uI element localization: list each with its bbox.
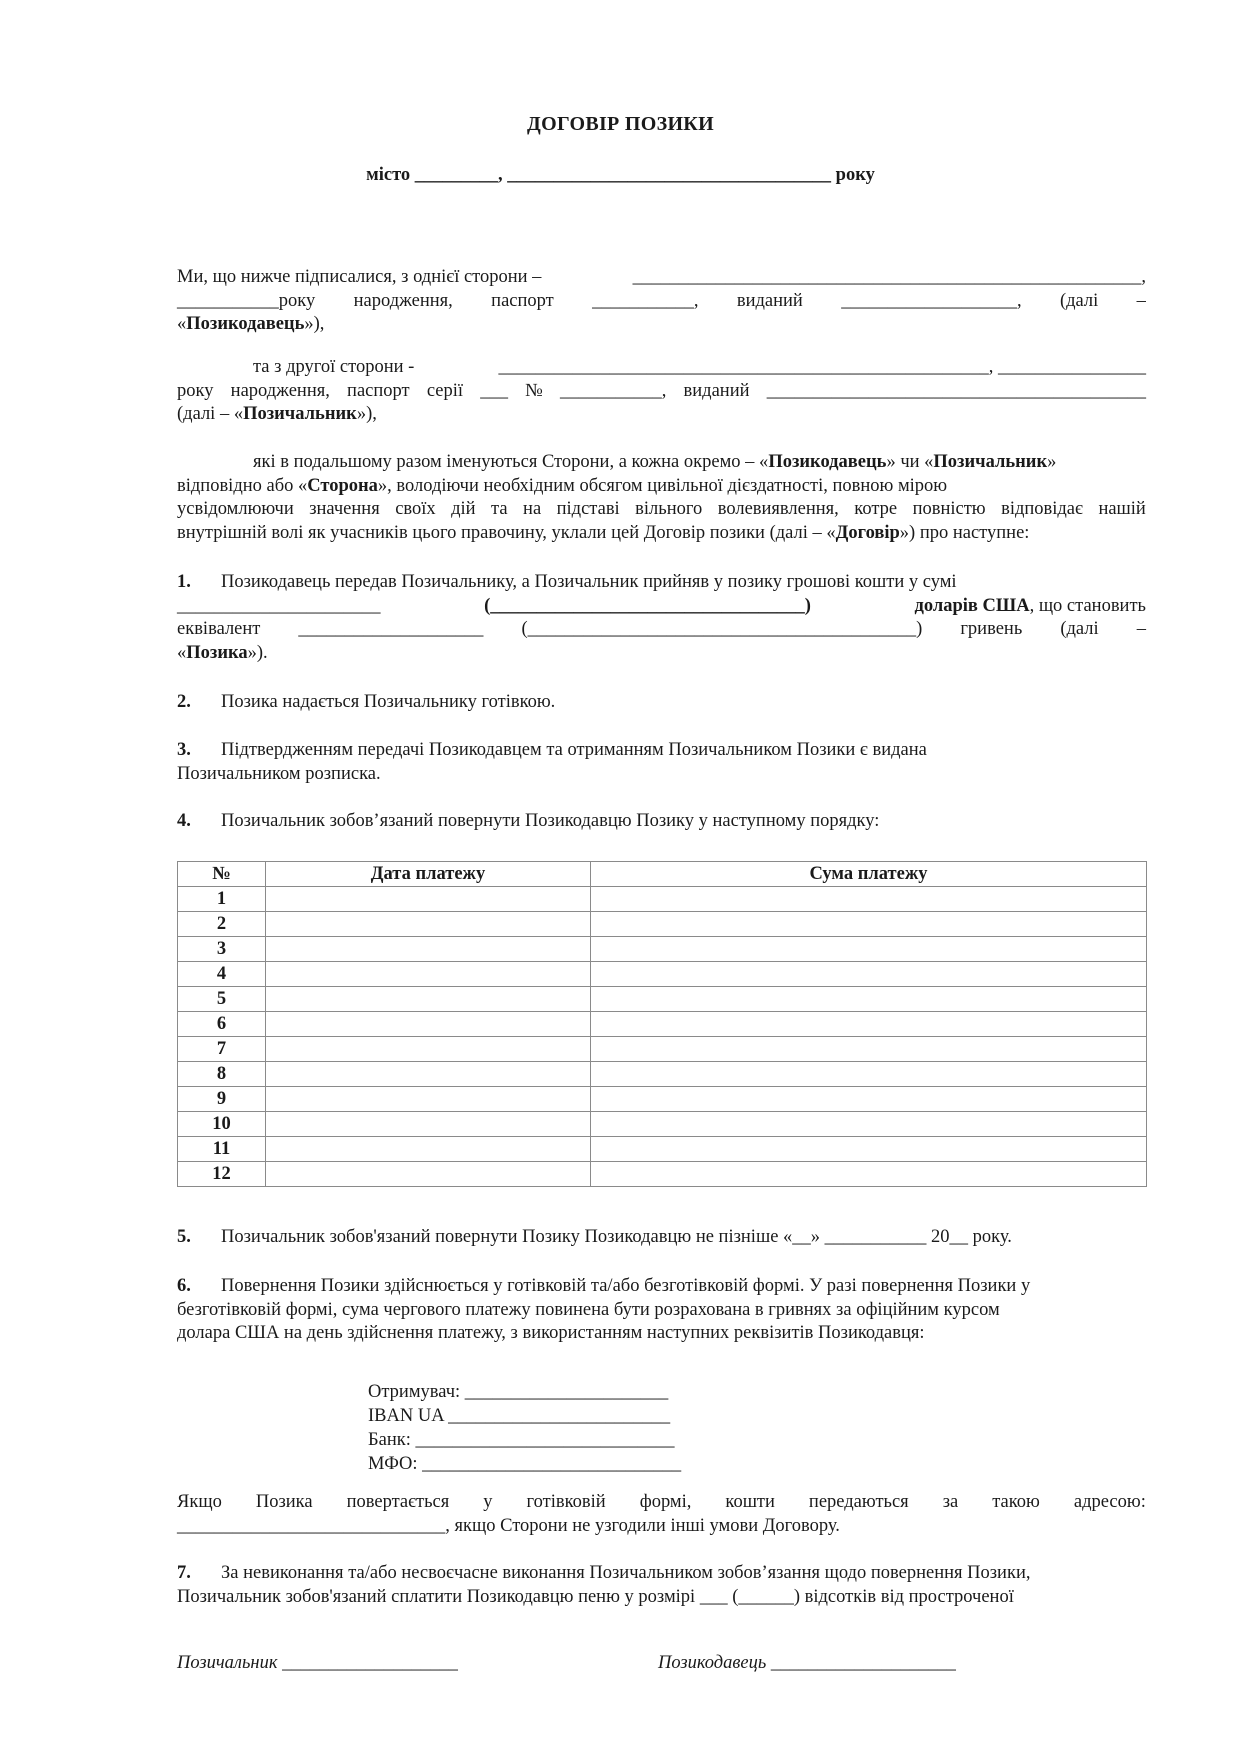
table-row: 2	[178, 912, 1147, 937]
clause-1-line-1: 1. Позикодавець передав Позичальнику, а Позичальник прийняв у позику грошові кошти у сумі	[177, 572, 957, 592]
amount-cell[interactable]	[591, 1062, 1147, 1087]
amount-cell[interactable]	[591, 1137, 1147, 1162]
date-cell[interactable]	[266, 937, 591, 962]
table-row: 8	[178, 1062, 1147, 1087]
table-row: 4	[178, 962, 1147, 987]
lender-signature[interactable]: Позикодавець ____________________	[658, 1653, 956, 1673]
borrower-line-2: року народження, паспорт серії ___ № ___________, виданий _________________________________________	[177, 380, 1146, 401]
amount-cell[interactable]	[591, 937, 1147, 962]
table-row: 3	[178, 937, 1147, 962]
date-cell[interactable]	[266, 1087, 591, 1112]
clause-2: 2. Позика надається Позичальнику готівкою.	[177, 692, 556, 712]
date-cell[interactable]	[266, 987, 591, 1012]
date-cell[interactable]	[266, 1062, 591, 1087]
amount-cell[interactable]	[591, 887, 1147, 912]
place-date-line: місто _________, ___________________________________ року	[366, 165, 875, 185]
lender-line-2: ___________року народження, паспорт ___________, виданий ___________________, (далі –	[177, 290, 1146, 311]
clause-3: 3. Підтвердженням передачі Позикодавцем та отриманням Позичальником Позики є видана Позичальником розписка.	[177, 740, 927, 784]
clause-1-line-4: «Позика»).	[177, 642, 268, 663]
table-row: 9	[178, 1087, 1147, 1112]
clause-7: 7. За невиконання та/або несвоєчасне виконання Позичальником зобов’язання щодо повернення Позики, Позичальник зобов'язаний сплатити Позикодавцю пеню у розмірі ___ (______) відсотків від простроченої	[177, 1563, 1031, 1607]
intro-line-2: відповідно або «Сторона», володіючи необхідним обсягом цивільної дієздатності, повною мірою	[177, 475, 948, 496]
amount-cell[interactable]	[591, 1012, 1147, 1037]
intro-line-1: які в подальшому разом іменуються Сторони, а кожна окремо – «Позикодавець» чи «Позичальник»	[253, 452, 1057, 472]
table-row: 11	[178, 1137, 1147, 1162]
amount-cell[interactable]	[591, 987, 1147, 1012]
date-cell[interactable]	[266, 962, 591, 987]
table-row: 10	[178, 1112, 1147, 1137]
table-row: 1	[178, 887, 1147, 912]
intro-line-3: усвідомлюючи значення своїх дій та на підставі вільного волевиявлення, котре повністю відповідає нашій	[177, 499, 1146, 519]
amount-cell[interactable]	[591, 1112, 1147, 1137]
col-header-number: №	[178, 862, 266, 887]
amount-cell[interactable]	[591, 1162, 1147, 1187]
intro-line-4: внутрішній волі як учасників цього правочину, уклали цей Договір позики (далі – «Договір») про наступне:	[177, 522, 1030, 543]
iban-field[interactable]: IBAN UA ________________________	[368, 1406, 671, 1426]
table-row: 6	[178, 1012, 1147, 1037]
clause-1-line-2: ______________________ (__________________________________) доларів США, що становить	[177, 595, 1146, 616]
lender-requisites	[368, 1381, 681, 1477]
lender-paragraph	[177, 266, 1146, 337]
borrower-signature[interactable]: Позичальник ___________________	[177, 1653, 458, 1673]
bank-field[interactable]: Банк: ____________________________	[368, 1430, 675, 1450]
cash-return-paragraph: Якщо Позика повертається у готівковій формі, кошти передаються за такою адресою: _____________________________, якщо Сторони не узгодили інші умови Договору.	[177, 1492, 1146, 1536]
amount-cell[interactable]	[591, 912, 1147, 937]
mfo-field[interactable]: МФО: ____________________________	[368, 1454, 682, 1474]
clause-4: 4. Позичальник зобов’язаний повернути Позикодавцю Позику у наступному порядку:	[177, 811, 880, 831]
table-row: 7	[178, 1037, 1147, 1062]
clause-1	[177, 571, 1146, 665]
borrower-paragraph	[177, 356, 1146, 427]
payment-schedule-table	[177, 861, 1147, 1187]
date-cell[interactable]	[266, 887, 591, 912]
borrower-line-3: (далі – «Позичальник»),	[177, 404, 377, 424]
document-title: ДОГОВІР ПОЗИКИ	[527, 113, 714, 135]
amount-cell[interactable]	[591, 1087, 1147, 1112]
col-header-amount: Сума платежу	[591, 862, 1147, 887]
lender-line-3: «Позикодавець»),	[177, 314, 325, 334]
clause-6: 6. Повернення Позики здійснюється у готівковій та/або безготівковій формі. У разі повернення Позики у безготівковій формі, сума чергового платежу повинена бути розрахована в гривнях за офіційним курсом долара США на день здійснення платежу, з використанням наступних реквізитів Позикодавця:	[177, 1276, 1031, 1343]
recipient-field[interactable]: Отримувач: ______________________	[368, 1382, 669, 1402]
lender-line-1: Ми, що нижче підписалися, з однієї сторони – _______________________________________________________,	[177, 267, 1146, 287]
amount-cell[interactable]	[591, 962, 1147, 987]
date-cell[interactable]	[266, 912, 591, 937]
table-row: 5	[178, 987, 1147, 1012]
intro-paragraph	[177, 451, 1146, 545]
table-header-row	[178, 862, 1147, 887]
date-cell[interactable]	[266, 1112, 591, 1137]
amount-cell[interactable]	[591, 1037, 1147, 1062]
date-cell[interactable]	[266, 1162, 591, 1187]
date-cell[interactable]	[266, 1012, 591, 1037]
borrower-line-1: та з другої сторони - _____________________________________________________, ________________	[253, 357, 1146, 377]
col-header-date: Дата платежу	[266, 862, 591, 887]
clause-1-line-3: еквівалент ____________________ (__________________________________________) гривень (далі –	[177, 619, 1146, 639]
clause-5: 5. Позичальник зобов'язаний повернути Позику Позикодавцю не пізніше «__» ___________ 20__ року.	[177, 1227, 1012, 1247]
table-row: 12	[178, 1162, 1147, 1187]
date-cell[interactable]	[266, 1037, 591, 1062]
date-cell[interactable]	[266, 1137, 591, 1162]
